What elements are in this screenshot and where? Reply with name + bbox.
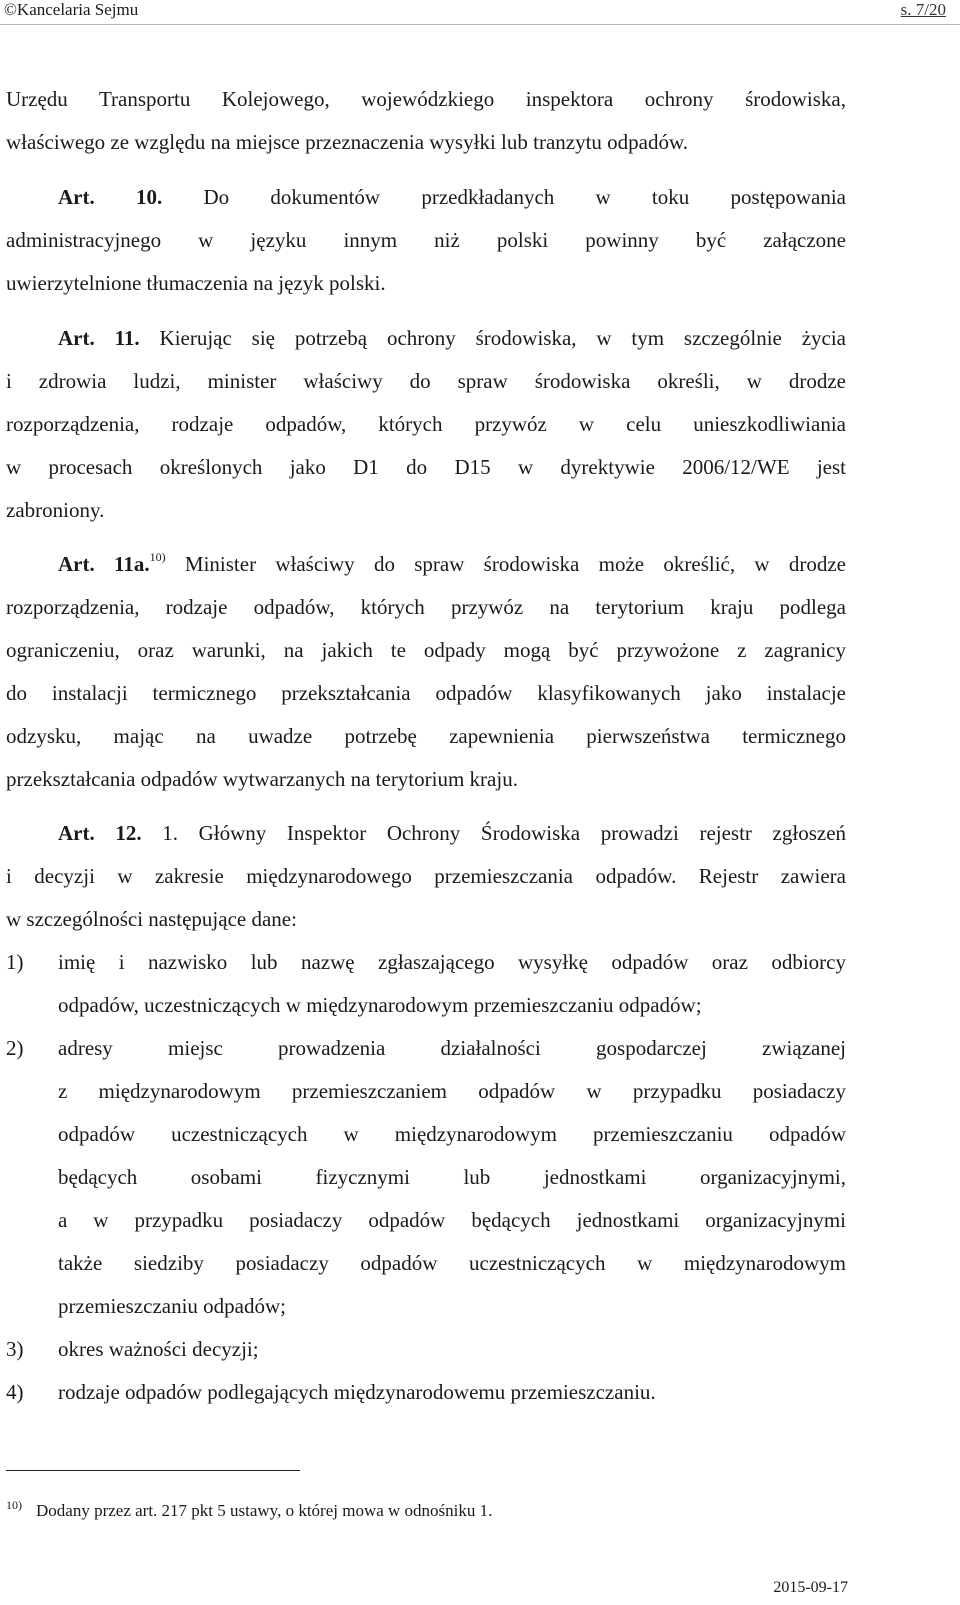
art-11-line: i zdrowia ludzi, minister właściwy do spraw środowiska określi, w drodze <box>6 369 846 393</box>
list-item-line: adresy miejsc prowadzenia działalności gospodarczej związanej <box>58 1036 846 1060</box>
art-11a-line: odzysku, mając na uwadze potrzebę zapewnienia pierwszeństwa termicznego <box>6 724 846 748</box>
list-item-line: odpadów uczestniczących w międzynarodowym przemieszczaniu odpadów <box>58 1122 846 1146</box>
footnote-marker: 10) <box>6 1498 22 1512</box>
list-item-line: okres ważności decyzji; <box>58 1337 259 1361</box>
art-12-label: Art. 12. <box>58 821 142 845</box>
art-11-line: Art. 11. Kierując się potrzebą ochrony środowiska, w tym szczególnie życia <box>58 326 847 350</box>
page-number[interactable] <box>901 0 946 20</box>
art-10-line: uwierzytelnione tłumaczenia na język polski. <box>6 271 386 295</box>
paragraph-line: Urzędu Transportu Kolejowego, wojewódzkiego inspektora ochrony środowiska, <box>6 87 846 111</box>
art-11a-line: do instalacji termicznego przekształcania odpadów klasyfikowanych jako instalacje <box>6 681 846 705</box>
document-date: 2015-09-17 <box>773 1579 848 1596</box>
list-item-line: będących osobami fizycznymi lub jednostkami organizacyjnymi, <box>58 1165 846 1189</box>
art-11-line: w procesach określonych jako D1 do D15 w dyrektywie 2006/12/WE jest <box>6 455 846 479</box>
list-item-number: 3) <box>6 1337 24 1361</box>
art-11a-line: Art. 11a.$^{10)}$ Minister właściwy do spraw środowiska może określić, w drodze <box>58 550 846 576</box>
list-item-line: odpadów, uczestniczących w międzynarodowym przemieszczaniu odpadów; <box>58 993 702 1017</box>
art-10-line: Art. 10. Do dokumentów przedkładanych w toku postępowania <box>58 185 846 209</box>
art-12-line: Art. 12. 1. Główny Inspektor Ochrony Środowiska prowadzi rejestr zgłoszeń <box>58 821 847 845</box>
list-item-line: imię i nazwisko lub nazwę zgłaszającego wysyłkę odpadów oraz odbiorcy <box>58 950 846 974</box>
footnote-ref[interactable]: 10) <box>149 550 166 564</box>
footnote-text: Dodany przez art. 217 pkt 5 ustawy, o której mowa w odnośniku 1. <box>36 1501 493 1520</box>
page-header <box>0 0 960 25</box>
art-12-line: i decyzji w zakresie międzynarodowego przemieszczania odpadów. Rejestr zawiera <box>6 864 846 888</box>
list-item-line: a w przypadku posiadaczy odpadów będących jednostkami organizacyjnymi <box>58 1208 846 1232</box>
list-item-number: 2) <box>6 1036 24 1060</box>
list-item-line: przemieszczaniu odpadów; <box>58 1294 286 1318</box>
list-item-line: z międzynarodowym przemieszczaniem odpadów w przypadku posiadaczy <box>58 1079 846 1103</box>
art-11a-line: rozporządzenia, rodzaje odpadów, których przywóz na terytorium kraju podlega <box>6 595 846 619</box>
art-11a-line: ograniczeniu, oraz warunki, na jakich te odpady mogą być przywożone z zagranicy <box>6 638 846 662</box>
footnote <box>6 1494 492 1522</box>
art-12-line: w szczególności następujące dane: <box>6 907 297 931</box>
art-11-label: Art. 11. <box>58 326 140 350</box>
art-10-label: Art. 10. <box>58 185 163 209</box>
art-11-line: rozporządzenia, rodzaje odpadów, których przywóz w celu unieszkodliwiania <box>6 412 846 436</box>
art-11-line: zabroniony. <box>6 498 105 522</box>
art-11a-line: przekształcania odpadów wytwarzanych na terytorium kraju. <box>6 767 518 791</box>
list-item-number: 1) <box>6 950 24 974</box>
page-number-link[interactable]: s. 7/20 <box>900 0 946 19</box>
art-11a-label: Art. 11a. <box>58 552 150 576</box>
art-10-line: administracyjnego w języku innym niż polski powinny być załączone <box>6 228 846 252</box>
list-item-number: 4) <box>6 1380 24 1404</box>
list-item-line: rodzaje odpadów podlegających międzynarodowemu przemieszczaniu. <box>58 1380 656 1404</box>
list-item-line: także siedziby posiadaczy odpadów uczestniczących w międzynarodowym <box>58 1251 846 1275</box>
footnote-divider <box>6 1470 300 1471</box>
copyright-label: ©Kancelaria Sejmu <box>4 0 139 19</box>
paragraph-line: właściwego ze względu na miejsce przeznaczenia wysyłki lub tranzytu odpadów. <box>6 130 689 154</box>
